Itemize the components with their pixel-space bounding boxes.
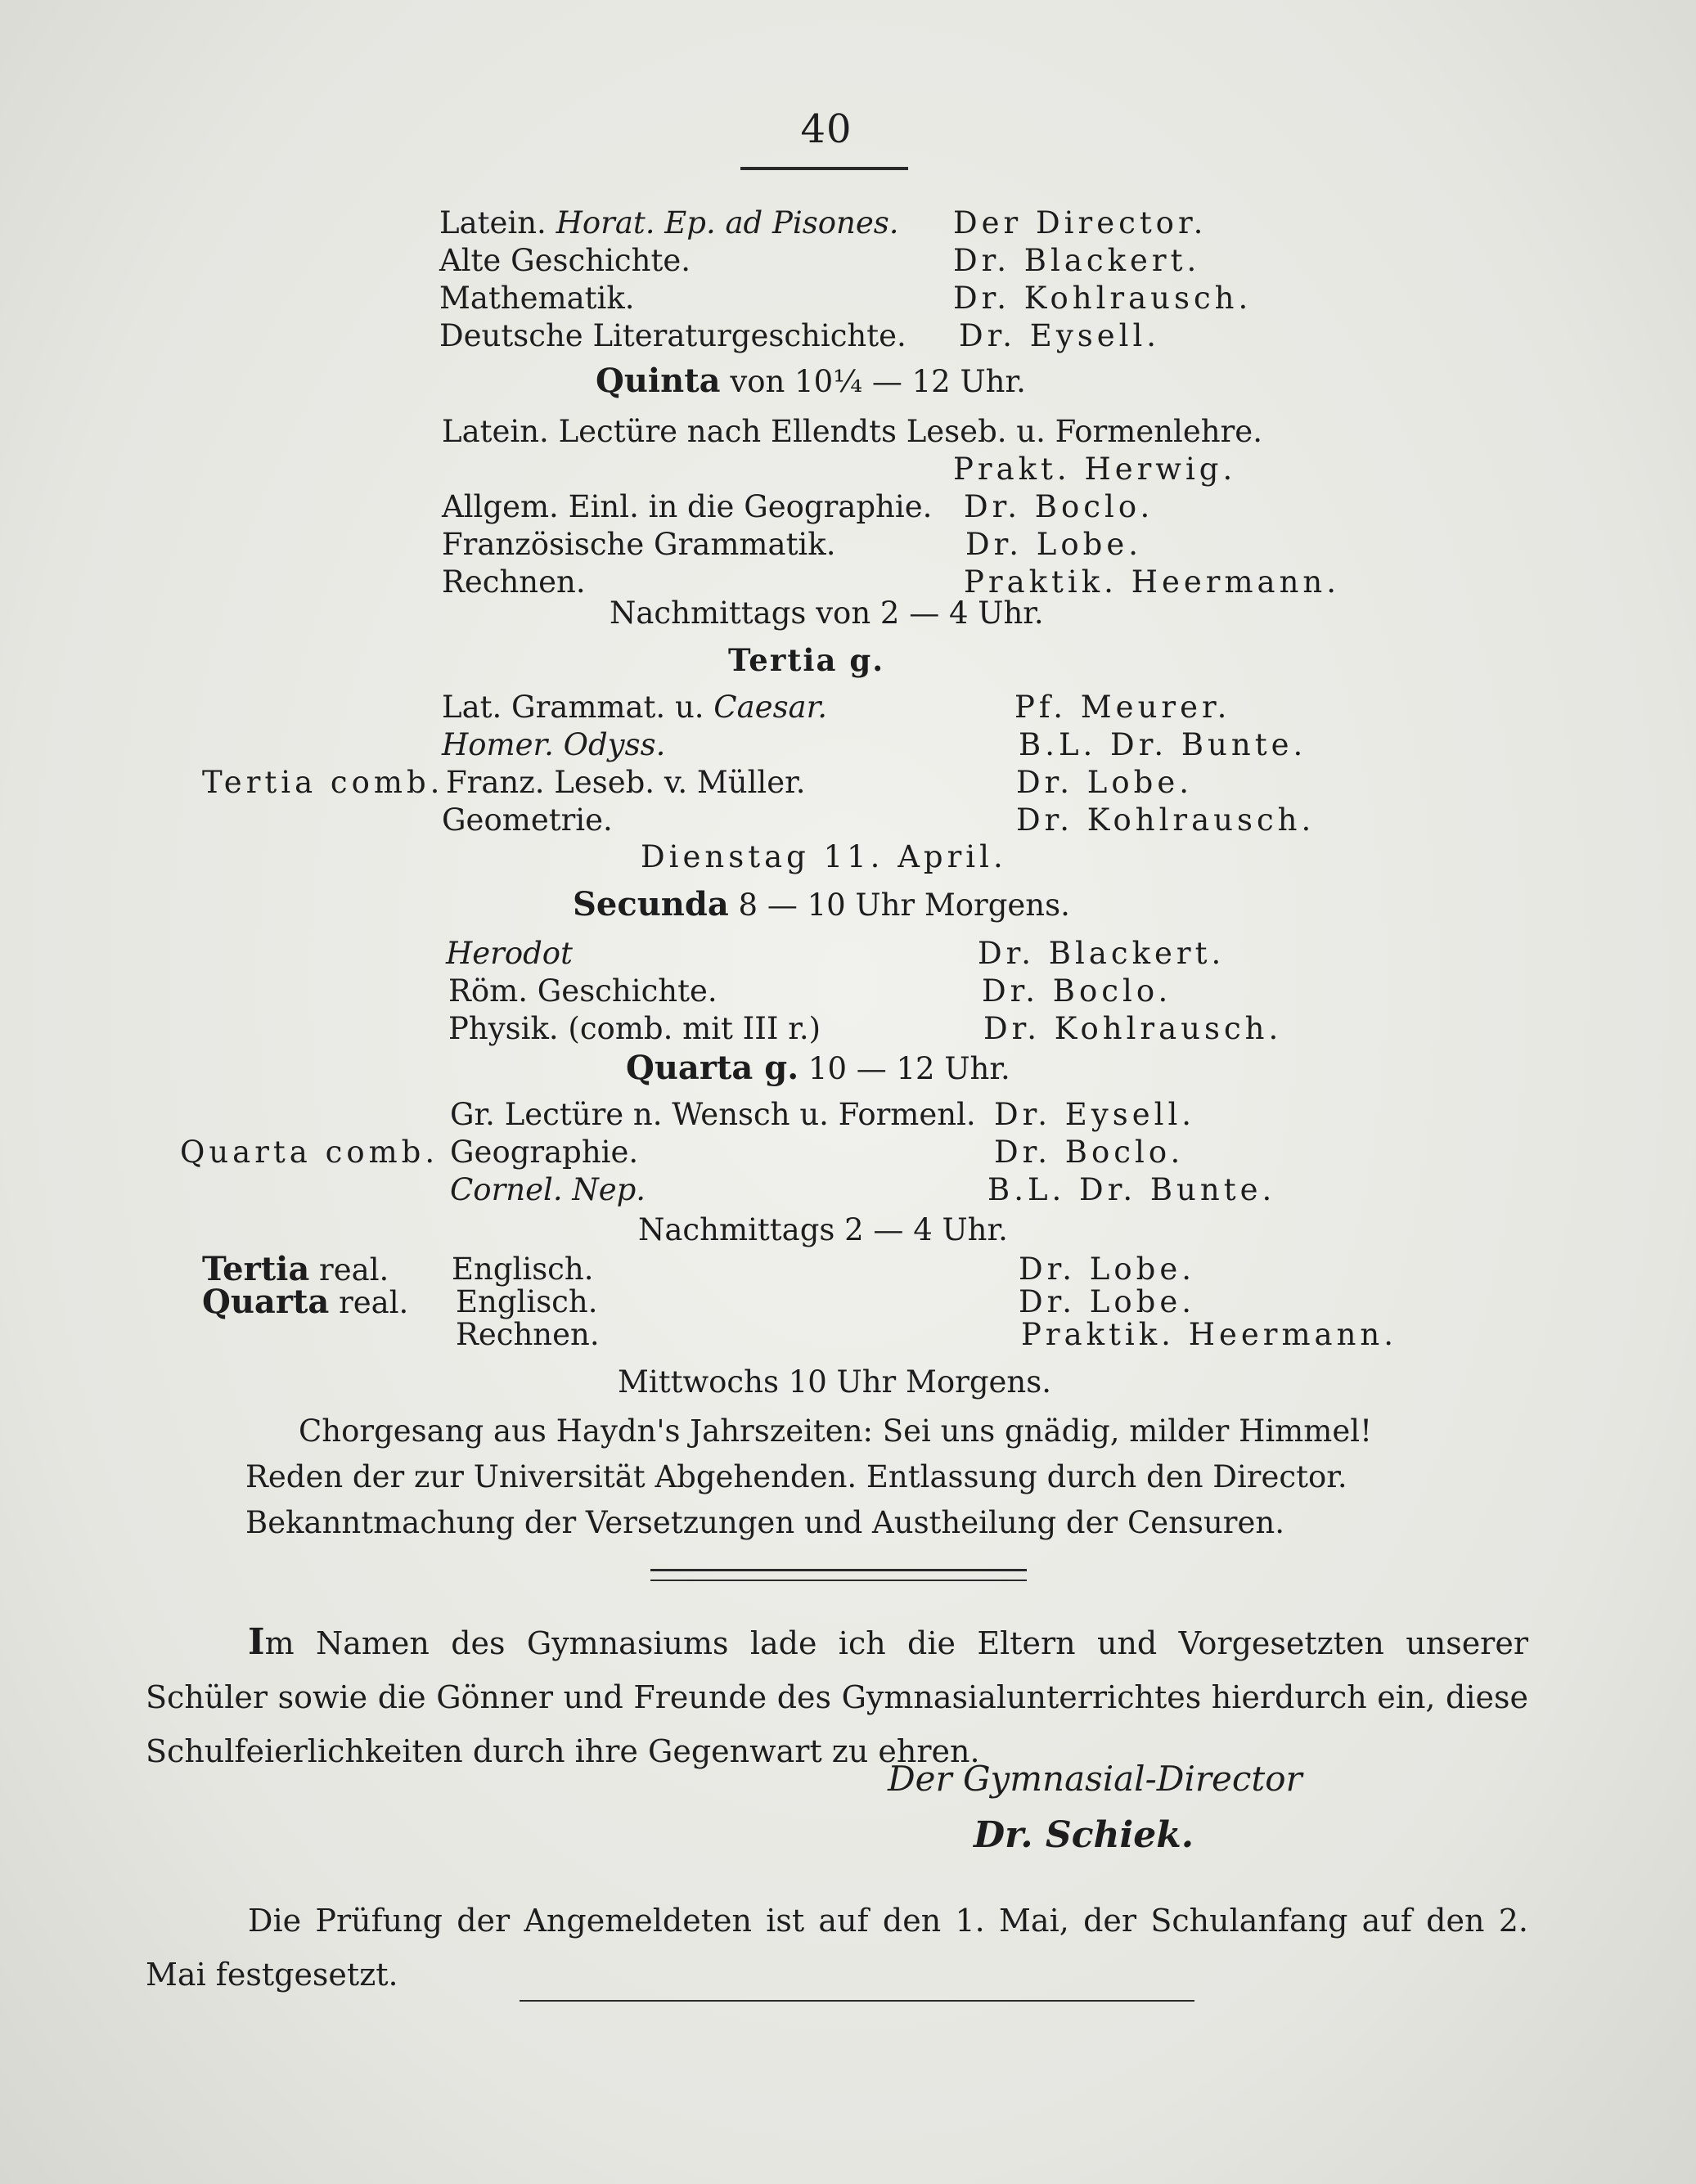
real-section — [0, 1250, 1696, 1352]
class-title: Quarta g. — [626, 1049, 799, 1087]
schedule-row — [0, 526, 1696, 564]
teacher: Dr. Kohlrausch. — [1016, 802, 1316, 838]
teacher: Dr. Kohlrausch. — [953, 281, 1253, 316]
invitation-text: m Namen des Gymnasiums lade ich die Eltern und Vorgesetzten unserer Schüler sowie die Gönner und Freunde des Gymnasialunterrichtes hierdurch ein, diese Schulfeierlichkeiten durch ihre Gegenwart zu ehren. — [146, 1625, 1528, 1769]
tertia-g-heading: Tertia g. — [728, 642, 885, 678]
subject-italic: Caesar. — [713, 690, 827, 725]
teacher: Dr. Eysell. — [959, 318, 1161, 353]
class-label: Tertia comb. — [202, 765, 444, 800]
date-heading: Dienstag 11. April. — [641, 839, 1007, 874]
subject: Physik. (comb. mit III r.) — [448, 1011, 821, 1046]
subject: Latein. Lectüre nach Ellendts Leseb. u. Formenlehre. — [442, 414, 1262, 449]
schedule-row — [0, 413, 1696, 451]
time-range: 10 — 12 Uhr. — [808, 1051, 1010, 1086]
class-title: Quinta — [596, 362, 721, 400]
schedule-row — [0, 1171, 1696, 1209]
schedule-row — [0, 1096, 1696, 1134]
quarta-g-heading — [626, 1049, 1010, 1087]
subject: Lat. Grammat. u. — [442, 690, 714, 725]
class-label-bold: Quarta — [202, 1283, 330, 1321]
ceremony-text: Reden der zur Universität Abgehenden. Entlassung durch den Director. — [245, 1459, 1347, 1494]
ceremony-text: Bekanntmachung der Versetzungen und Austheilung der Censuren. — [245, 1505, 1284, 1540]
subject: Englisch. — [452, 1252, 594, 1287]
teacher: Dr. Lobe. — [965, 527, 1142, 562]
teacher: Dr. Lobe. — [1019, 1252, 1195, 1287]
closing-ceremony — [0, 1409, 1696, 1546]
teacher: Prakt. Herwig. — [953, 452, 1237, 487]
subject: Alte Geschichte. — [439, 243, 691, 278]
subject: Französische Grammatik. — [442, 527, 836, 562]
teacher: Praktik. Heermann. — [964, 564, 1341, 600]
quarta-section — [0, 1096, 1696, 1209]
subject: Latein. — [439, 205, 556, 240]
schedule-row — [0, 1010, 1696, 1048]
final-note-text: Die Prüfung der Angemeldeten ist auf den 1. Mai, der Schulanfang auf den 2. Mai festgesetzt. — [146, 1903, 1528, 1993]
subject: Geometrie. — [442, 802, 613, 838]
schedule-row — [0, 973, 1696, 1010]
schedule-row — [0, 935, 1696, 973]
subject: Röm. Geschichte. — [448, 973, 718, 1009]
subject: Gr. Lectüre n. Wensch u. Formenl. — [450, 1097, 976, 1132]
time-range: 8 — 10 Uhr Morgens. — [738, 888, 1070, 923]
class-label: real. — [309, 1252, 389, 1287]
closing-rule — [520, 2000, 1194, 2002]
schedule-row — [0, 204, 1696, 242]
class-label: Quarta comb. — [180, 1135, 439, 1170]
schedule-row — [0, 1134, 1696, 1171]
subject-italic: Horat. Ep. ad Pisones. — [556, 205, 899, 240]
teacher: Dr. Eysell. — [994, 1097, 1196, 1132]
teacher: B.L. Dr. Bunte. — [1019, 727, 1307, 762]
schedule-row — [0, 488, 1696, 526]
schedule-row — [0, 317, 1696, 355]
dropcap: I — [248, 1621, 265, 1663]
teacher: Dr. Blackert. — [978, 936, 1226, 971]
class-label-bold: Tertia — [202, 1250, 310, 1288]
subject-italic: Herodot — [446, 936, 573, 971]
subject-italic: Homer. Odyss. — [442, 727, 666, 762]
teacher: Der Director. — [953, 205, 1208, 240]
schedule-row — [0, 451, 1696, 488]
ceremony-line — [0, 1409, 1696, 1454]
subject: Allgem. Einl. in die Geographie. — [442, 489, 933, 524]
schedule-row — [0, 242, 1696, 280]
header-rule — [740, 167, 908, 170]
teacher: Dr. Boclo. — [982, 973, 1172, 1009]
page-number: 40 — [800, 106, 852, 152]
teacher: Pf. Meurer. — [1014, 690, 1231, 725]
ceremony-line — [0, 1454, 1696, 1500]
signature-role: Der Gymnasial-Director — [888, 1759, 1302, 1799]
tertia-section — [0, 689, 1696, 839]
subject: Rechnen. — [456, 1317, 600, 1352]
class-label: real. — [329, 1285, 409, 1320]
teacher: Praktik. Heermann. — [1021, 1317, 1398, 1352]
subject: Rechnen. — [442, 564, 586, 600]
schedule-row — [0, 689, 1696, 726]
afternoon-heading: Nachmittags 2 — 4 Uhr. — [638, 1212, 1008, 1247]
quinta-section — [0, 413, 1696, 601]
schedule-section-1 — [0, 204, 1696, 355]
schedule-row — [0, 764, 1696, 802]
afternoon-heading: Nachmittags von 2 — 4 Uhr. — [610, 595, 1044, 631]
schedule-row — [0, 1283, 1696, 1321]
ceremony-text: Chorgesang aus Haydn's Jahrszeiten: Sei uns gnädig, milder Himmel! — [299, 1413, 1372, 1449]
schedule-row — [0, 280, 1696, 317]
teacher: Dr. Lobe. — [1016, 765, 1193, 800]
schedule-row — [0, 1250, 1696, 1288]
section-divider — [650, 1569, 1027, 1581]
schedule-row — [0, 802, 1696, 839]
subject: Franz. Leseb. v. Müller. — [446, 765, 806, 800]
teacher: Dr. Boclo. — [994, 1135, 1185, 1170]
secunda-section — [0, 935, 1696, 1048]
invitation-paragraph — [146, 1616, 1528, 1778]
schedule-row — [0, 1319, 1696, 1351]
subject-italic: Cornel. Nep. — [450, 1172, 646, 1207]
subject: Englisch. — [456, 1284, 598, 1319]
ceremony-line — [0, 1500, 1696, 1546]
subject: Mathematik. — [439, 281, 635, 316]
class-title: Secunda — [573, 885, 729, 923]
subject: Deutsche Literaturgeschichte. — [439, 318, 906, 353]
wednesday-heading: Mittwochs 10 Uhr Morgens. — [618, 1364, 1052, 1400]
teacher: Dr. Boclo. — [964, 489, 1154, 524]
final-note — [146, 1894, 1528, 2002]
schedule-row — [0, 726, 1696, 764]
secunda-heading — [573, 885, 1070, 923]
teacher: B.L. Dr. Bunte. — [987, 1172, 1276, 1207]
quinta-heading — [596, 362, 1026, 400]
time-range: von 10¼ — 12 Uhr. — [730, 364, 1026, 399]
teacher: Dr. Kohlrausch. — [983, 1011, 1283, 1046]
subject: Geographie. — [450, 1135, 639, 1170]
signature-name: Dr. Schiek. — [974, 1814, 1194, 1856]
teacher: Dr. Lobe. — [1019, 1284, 1195, 1319]
teacher: Dr. Blackert. — [953, 243, 1201, 278]
